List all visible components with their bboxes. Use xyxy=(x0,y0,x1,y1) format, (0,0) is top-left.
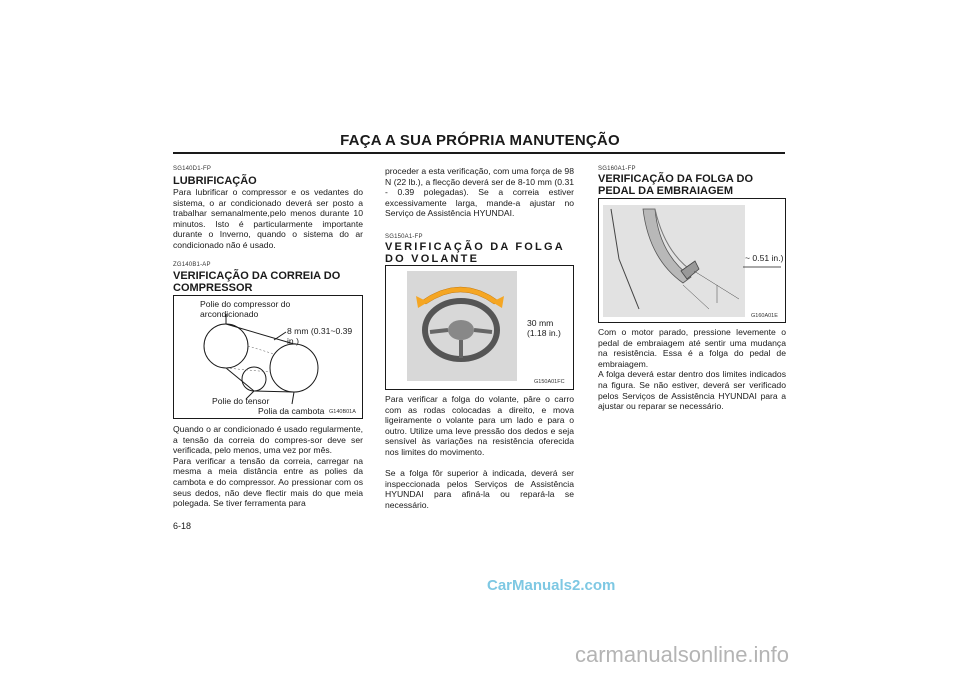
compressor-pulley-shape xyxy=(204,324,248,368)
text-embraiagem-p2: A folga deverá estar dentro dos limites indicados na figura. Se não estiver, deverá ser verificado pelos Serviços de Assistência HYUNDAI para a ajustar ou reparar se necessário. xyxy=(598,369,786,412)
text-embraiagem-p1: Com o motor parado, pressione levemente o pedal de embraiagem até sentir uma mudança na resistência. Essa é a folga do pedal de embraiagem. xyxy=(598,327,786,369)
page-title: FAÇA A SUA PRÓPRIA MANUTENÇÃO xyxy=(340,132,620,149)
text-volante-p1: Para verificar a folga do volante, pâre o carro com as rodas colocadas a direito, e mova ligeiramente o volante para um lado e para o outro. Utilize uma leve pressão dos dedos e seja sensível às variações na resistência oferecida nos limites do movimento. xyxy=(385,394,574,457)
header-rule xyxy=(173,152,785,154)
section-code-embraiagem: SG160A1-FP xyxy=(598,166,636,172)
section-code-correia: ZG140B1-AP xyxy=(173,262,211,268)
label-tensor-pulley: Polie do tensor xyxy=(212,396,270,406)
label-compressor-pulley: Polie do compressor do arcondicionado xyxy=(200,299,291,319)
label-crankshaft-pulley: Polia da cambota xyxy=(258,406,325,416)
text-correia-p1: Quando o ar condicionado é usado regularmente, a tensão da correia do compres-sor deve ser verificada, pelo menos, uma vez por mês. xyxy=(173,424,363,456)
leader-cam xyxy=(292,392,294,404)
page-number: 6-18 xyxy=(173,521,192,531)
heading-correia: VERIFICAÇÃO DA CORREIA DO COMPRESSOR xyxy=(173,270,341,294)
section-code-volante: SG150A1-FP xyxy=(385,234,423,240)
label-deflection-measure: 8 mm (0.31~0.39 in.) xyxy=(287,326,353,346)
text-embraiagem xyxy=(598,327,786,412)
heading-volante: VERIFICAÇÃO DA FOLGA DO VOLANTE xyxy=(385,241,565,265)
label-pedal-play: ~ 0.51 in.) xyxy=(745,253,784,263)
label-wheel-play: 30 mm (1.18 in.) xyxy=(527,318,561,338)
crankshaft-pulley-shape xyxy=(270,344,318,392)
section-code-lubrificacao: SG140D1-FP xyxy=(173,166,212,172)
text-volante-p2: Se a folga fôr superior à indicada, deverá ser inspeccionada pelos Serviços de Assistência HYUNDAI para afiná-la ou repará-la se necessário. xyxy=(385,468,574,510)
watermark-carmanuals2[interactable]: CarManuals2.com xyxy=(487,577,616,594)
leader-measure xyxy=(274,332,286,340)
watermark-carmanualsonline[interactable]: carmanualsonline.info xyxy=(575,642,790,667)
wheel-hub-shape xyxy=(448,320,474,340)
belt-left-line xyxy=(226,368,254,391)
heading-embraiagem: VERIFICAÇÃO DA FOLGA DO PEDAL DA EMBRAIAGEM xyxy=(598,173,754,197)
figure-steering-wheel xyxy=(385,265,574,390)
text-lubrificacao: Para lubrificar o compressor e os vedantes do sistema, o ar condicionado deverá ser posto a trabalhar semanalmente,pelo menos durante 10 minutos. Isto é particularmente importante durante o Inverno, quando o sistema do ar condicionado não é usado. xyxy=(173,187,363,250)
figure-code-belt: G140B01A xyxy=(329,409,356,415)
text-correia-p2: Para verificar a tensão da correia, carregar na mesma a meia distância entre as polies da cambota e do compressor. Ao pressionar com os seus dedos, não deve flectir mais do que meia polegada. Se tiver ferramenta para xyxy=(173,455,363,509)
figure-code-pedal: G160A01E xyxy=(751,313,778,319)
text-correia xyxy=(173,424,363,509)
figure-clutch-pedal xyxy=(598,198,786,323)
heading-lubrificacao: LUBRIFICAÇÃO xyxy=(173,175,257,187)
figure-belt-diagram xyxy=(173,295,363,419)
text-correia-continued: proceder a esta verificação, com uma força de 98 N (22 lb.), a flecção deverá ser de 8-10 mm (0.31 - 0.39 polegadas). Se a correia estiver excessivamente larga, mande-a ajustar no Serviço de Assistência HYUNDAI. xyxy=(385,166,574,219)
text-volante xyxy=(385,394,574,521)
figure-code-wheel: G150A01FC xyxy=(534,379,565,385)
